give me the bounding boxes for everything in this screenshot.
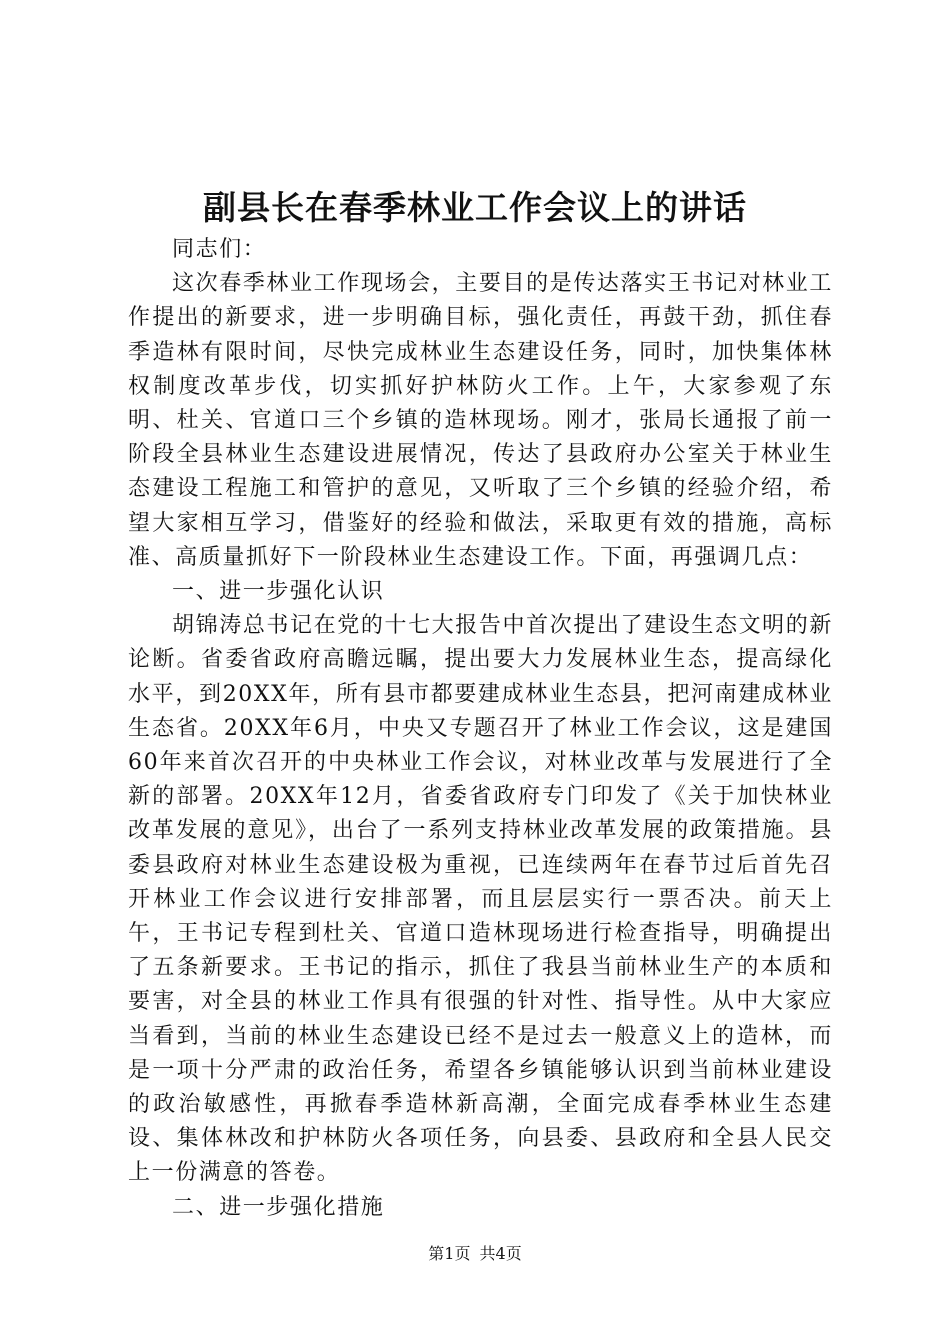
page-total: 共4页: [479, 1244, 522, 1263]
section-heading-2: 二、进一步强化措施: [172, 1194, 385, 1220]
document-title: 副县长在春季林业工作会议上的讲话: [203, 188, 747, 227]
salutation: 同志们：: [172, 237, 267, 262]
page-number: 第1页: [428, 1244, 471, 1263]
paragraph-intro: 这次春季林业工作现场会，主要目的是传达落实王书记对林业工作提出的新要求，进一步明确目标，强化责任，再鼓干劲，抓住春季造林有限时间，尽快完成林业生态建设任务，同时，加快集体林权制度改革步伐，切实抓好护林防火工作。上午，大家参观了东明、杜关、官道口三个乡镇的造林现场。刚才，张局长通报了前一阶段全县林业生态建设进展情况，传达了县政府办公室关于林业生态建设工程施工和管护的意见，又听取了三个乡镇的经验介绍，希望大家相互学习，借鉴好的经验和做法，采取更有效的措施，高标准、高质量抓好下一阶段林业生态建设工作。下面，再强调几点：: [128, 271, 833, 570]
section-heading-1: 一、进一步强化认识: [172, 579, 385, 605]
document-body: [128, 233, 833, 1225]
page-footer: [0, 1242, 950, 1266]
paragraph-section-1: 胡锦涛总书记在党的十七大报告中首次提出了建设生态文明的新论断。省委省政府高瞻远瞩，提出要大力发展林业生态，提高绿化水平，到20XX年，所有县市都要建成林业生态县，把河南建成林业生态省。20XX年6月，中央又专题召开了林业工作会议，这是建国60年来首次召开的中央林业工作会议，对林业改革与发展进行了全新的部署。20XX年12月，省委省政府专门印发了《关于加快林业改革发展的意见》，出台了一系列支持林业改革发展的政策措施。县委县政府对林业生态建设极为重视，已连续两年在春节过后首先召开林业工作会议进行安排部署，而且层层实行一票否决。前天上午，王书记专程到杜关、官道口造林现场进行检查指导，明确提出了五条新要求。王书记的指示，抓住了我县当前林业生产的本质和要害，对全县的林业工作具有很强的针对性、指导性。从中大家应当看到，当前的林业生态建设已经不是过去一般意义上的造林，而是一项十分严肃的政治任务，希望各乡镇能够认识到当前林业建设的政治敏感性，再掀春季造林新高潮，全面完成春季林业生态建设、集体林改和护林防火各项任务，向县委、县政府和全县人民交上一份满意的答卷。: [128, 613, 833, 1186]
